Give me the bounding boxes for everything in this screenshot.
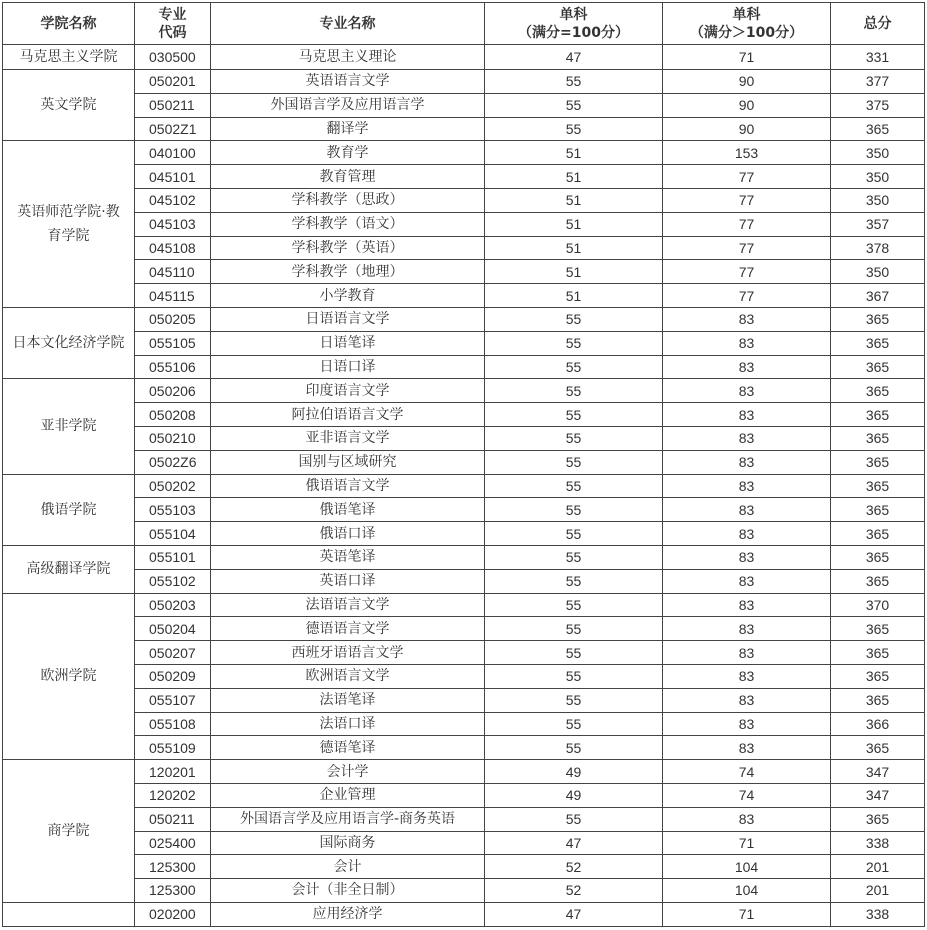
single-score-100: 49 bbox=[485, 760, 663, 784]
single-score-100: 47 bbox=[485, 45, 663, 70]
major-code: 045108 bbox=[135, 236, 211, 260]
table-row bbox=[3, 379, 925, 403]
total-score: 365 bbox=[831, 617, 925, 641]
single-score-over100: 83 bbox=[663, 474, 831, 498]
major-name: 会计学 bbox=[211, 760, 485, 784]
single-score-100: 55 bbox=[485, 355, 663, 379]
total-score: 365 bbox=[831, 403, 925, 427]
major-code: 050210 bbox=[135, 426, 211, 450]
major-name: 德语语言文学 bbox=[211, 617, 485, 641]
college-cell bbox=[3, 902, 135, 926]
major-name: 俄语口译 bbox=[211, 522, 485, 546]
major-code: 055105 bbox=[135, 331, 211, 355]
major-code: 040100 bbox=[135, 141, 211, 165]
single-score-over100: 83 bbox=[663, 426, 831, 450]
major-name: 英语口译 bbox=[211, 569, 485, 593]
major-name: 日语笔译 bbox=[211, 331, 485, 355]
single-score-over100: 77 bbox=[663, 260, 831, 284]
major-code: 0502Z1 bbox=[135, 117, 211, 141]
table-row bbox=[3, 188, 925, 212]
single-score-over100: 83 bbox=[663, 593, 831, 617]
total-score: 365 bbox=[831, 807, 925, 831]
table-row bbox=[3, 331, 925, 355]
college-name: 高级翻译学院 bbox=[26, 561, 111, 578]
single-score-over100: 77 bbox=[663, 188, 831, 212]
college-name: 商学院 bbox=[47, 823, 90, 839]
total-score: 338 bbox=[831, 831, 925, 855]
major-code: 0502Z6 bbox=[135, 450, 211, 474]
major-code: 045102 bbox=[135, 188, 211, 212]
total-score: 365 bbox=[831, 474, 925, 498]
major-name: 学科教学（思政） bbox=[211, 188, 485, 212]
single-score-over100: 83 bbox=[663, 688, 831, 712]
major-code: 055107 bbox=[135, 688, 211, 712]
major-code: 050211 bbox=[135, 93, 211, 117]
single-score-over100: 90 bbox=[663, 70, 831, 94]
major-name: 俄语语言文学 bbox=[211, 474, 485, 498]
single-score-100: 55 bbox=[485, 426, 663, 450]
total-score: 366 bbox=[831, 712, 925, 736]
total-score: 365 bbox=[831, 450, 925, 474]
single-score-over100: 83 bbox=[663, 569, 831, 593]
single-score-over100: 83 bbox=[663, 379, 831, 403]
college-cell bbox=[3, 307, 135, 378]
major-name: 德语笔译 bbox=[211, 736, 485, 760]
major-name: 俄语笔译 bbox=[211, 498, 485, 522]
major-name: 国别与区域研究 bbox=[211, 450, 485, 474]
table-row bbox=[3, 545, 925, 569]
major-name: 企业管理 bbox=[211, 783, 485, 807]
major-code: 125300 bbox=[135, 855, 211, 879]
single-score-over100: 77 bbox=[663, 165, 831, 189]
single-score-100: 55 bbox=[485, 70, 663, 94]
major-name: 印度语言文学 bbox=[211, 379, 485, 403]
total-score: 365 bbox=[831, 569, 925, 593]
major-code: 025400 bbox=[135, 831, 211, 855]
total-score: 365 bbox=[831, 688, 925, 712]
single-score-over100: 71 bbox=[663, 45, 831, 70]
table-row bbox=[3, 760, 925, 784]
major-code: 050204 bbox=[135, 617, 211, 641]
single-score-over100: 83 bbox=[663, 712, 831, 736]
college-cell bbox=[3, 379, 135, 474]
college-name: 欧洲学院 bbox=[40, 668, 97, 685]
major-name: 法语笔译 bbox=[211, 688, 485, 712]
single-score-over100: 104 bbox=[663, 855, 831, 879]
single-score-over100: 83 bbox=[663, 736, 831, 760]
single-score-over100: 83 bbox=[663, 403, 831, 427]
single-score-100: 55 bbox=[485, 117, 663, 141]
major-name: 西班牙语语言文学 bbox=[211, 641, 485, 665]
table-row bbox=[3, 855, 925, 879]
single-score-100: 55 bbox=[485, 498, 663, 522]
single-score-over100: 83 bbox=[663, 307, 831, 331]
major-name: 日语语言文学 bbox=[211, 307, 485, 331]
table-row bbox=[3, 569, 925, 593]
major-code: 050209 bbox=[135, 664, 211, 688]
single-score-over100: 74 bbox=[663, 783, 831, 807]
major-name: 应用经济学 bbox=[211, 902, 485, 926]
single-score-over100: 77 bbox=[663, 284, 831, 308]
major-name: 英语语言文学 bbox=[211, 70, 485, 94]
major-code: 050211 bbox=[135, 807, 211, 831]
major-name: 英语笔译 bbox=[211, 545, 485, 569]
single-score-100: 55 bbox=[485, 712, 663, 736]
single-score-100: 55 bbox=[485, 545, 663, 569]
total-score: 365 bbox=[831, 379, 925, 403]
college-name: 英语师范学院·教育学院 bbox=[17, 204, 120, 245]
single-score-over100: 90 bbox=[663, 117, 831, 141]
college-cell bbox=[3, 141, 135, 308]
total-score: 347 bbox=[831, 783, 925, 807]
table-row bbox=[3, 879, 925, 903]
major-code: 050206 bbox=[135, 379, 211, 403]
header-college: 学院名称 bbox=[3, 3, 135, 45]
total-score: 347 bbox=[831, 760, 925, 784]
single-score-100: 55 bbox=[485, 307, 663, 331]
major-name: 教育管理 bbox=[211, 165, 485, 189]
single-score-over100: 71 bbox=[663, 902, 831, 926]
major-code: 050202 bbox=[135, 474, 211, 498]
single-score-over100: 83 bbox=[663, 617, 831, 641]
total-score: 375 bbox=[831, 93, 925, 117]
single-score-100: 49 bbox=[485, 783, 663, 807]
single-score-100: 51 bbox=[485, 188, 663, 212]
major-code: 055101 bbox=[135, 545, 211, 569]
single-score-over100: 83 bbox=[663, 545, 831, 569]
major-name: 小学教育 bbox=[211, 284, 485, 308]
header-row bbox=[3, 3, 925, 45]
major-name: 阿拉伯语语言文学 bbox=[211, 403, 485, 427]
single-score-100: 55 bbox=[485, 331, 663, 355]
total-score: 365 bbox=[831, 522, 925, 546]
major-name: 亚非语言文学 bbox=[211, 426, 485, 450]
major-name: 法语语言文学 bbox=[211, 593, 485, 617]
single-score-over100: 83 bbox=[663, 498, 831, 522]
major-code: 045115 bbox=[135, 284, 211, 308]
single-score-over100: 83 bbox=[663, 331, 831, 355]
table-row bbox=[3, 70, 925, 94]
major-code: 050201 bbox=[135, 70, 211, 94]
table-row bbox=[3, 45, 925, 70]
major-code: 020200 bbox=[135, 902, 211, 926]
single-score-over100: 83 bbox=[663, 641, 831, 665]
single-score-100: 51 bbox=[485, 236, 663, 260]
header-single-100: 单科 （满分=100分） bbox=[485, 3, 663, 45]
total-score: 365 bbox=[831, 117, 925, 141]
header-major: 专业名称 bbox=[211, 3, 485, 45]
major-name: 教育学 bbox=[211, 141, 485, 165]
table-row bbox=[3, 641, 925, 665]
table-row bbox=[3, 688, 925, 712]
table-row bbox=[3, 664, 925, 688]
table-row bbox=[3, 117, 925, 141]
major-code: 055108 bbox=[135, 712, 211, 736]
single-score-100: 47 bbox=[485, 831, 663, 855]
total-score: 365 bbox=[831, 545, 925, 569]
table-row bbox=[3, 712, 925, 736]
college-cell bbox=[3, 593, 135, 760]
single-score-over100: 83 bbox=[663, 450, 831, 474]
major-code: 120202 bbox=[135, 783, 211, 807]
single-score-100: 55 bbox=[485, 736, 663, 760]
college-name: 亚非学院 bbox=[40, 418, 97, 435]
single-score-100: 55 bbox=[485, 450, 663, 474]
total-score: 338 bbox=[831, 902, 925, 926]
table-row bbox=[3, 426, 925, 450]
table-row bbox=[3, 212, 925, 236]
total-score: 365 bbox=[831, 664, 925, 688]
college-cell bbox=[3, 760, 135, 903]
single-score-100: 51 bbox=[485, 212, 663, 236]
college-cell bbox=[3, 474, 135, 545]
single-score-100: 47 bbox=[485, 902, 663, 926]
major-name: 国际商务 bbox=[211, 831, 485, 855]
table-row bbox=[3, 522, 925, 546]
single-score-over100: 153 bbox=[663, 141, 831, 165]
table-row bbox=[3, 93, 925, 117]
total-score: 365 bbox=[831, 307, 925, 331]
table-row bbox=[3, 260, 925, 284]
major-name: 学科教学（英语） bbox=[211, 236, 485, 260]
total-score: 365 bbox=[831, 736, 925, 760]
table-row bbox=[3, 307, 925, 331]
single-score-over100: 83 bbox=[663, 355, 831, 379]
table-row bbox=[3, 474, 925, 498]
single-score-over100: 71 bbox=[663, 831, 831, 855]
single-score-100: 55 bbox=[485, 569, 663, 593]
header-code: 专业 代码 bbox=[135, 3, 211, 45]
total-score: 350 bbox=[831, 141, 925, 165]
single-score-100: 55 bbox=[485, 522, 663, 546]
total-score: 378 bbox=[831, 236, 925, 260]
single-score-100: 55 bbox=[485, 807, 663, 831]
major-code: 125300 bbox=[135, 879, 211, 903]
table-row bbox=[3, 236, 925, 260]
major-code: 050205 bbox=[135, 307, 211, 331]
college-cell bbox=[3, 45, 135, 70]
single-score-100: 55 bbox=[485, 664, 663, 688]
total-score: 350 bbox=[831, 188, 925, 212]
single-score-over100: 104 bbox=[663, 879, 831, 903]
table-row bbox=[3, 403, 925, 427]
total-score: 331 bbox=[831, 45, 925, 70]
single-score-100: 55 bbox=[485, 93, 663, 117]
college-cell bbox=[3, 545, 135, 593]
major-name: 会计 bbox=[211, 855, 485, 879]
major-code: 050203 bbox=[135, 593, 211, 617]
total-score: 350 bbox=[831, 260, 925, 284]
major-code: 045101 bbox=[135, 165, 211, 189]
table-row bbox=[3, 783, 925, 807]
header-single-over100: 单科 （满分＞100分） bbox=[663, 3, 831, 45]
single-score-100: 55 bbox=[485, 688, 663, 712]
score-table bbox=[2, 2, 925, 927]
major-name: 外国语言学及应用语言学-商务英语 bbox=[211, 807, 485, 831]
single-score-100: 55 bbox=[485, 474, 663, 498]
major-code: 030500 bbox=[135, 45, 211, 70]
major-name: 学科教学（地理） bbox=[211, 260, 485, 284]
single-score-over100: 77 bbox=[663, 212, 831, 236]
single-score-100: 51 bbox=[485, 141, 663, 165]
table-row bbox=[3, 807, 925, 831]
total-score: 367 bbox=[831, 284, 925, 308]
major-name: 日语口译 bbox=[211, 355, 485, 379]
single-score-100: 55 bbox=[485, 379, 663, 403]
single-score-100: 52 bbox=[485, 855, 663, 879]
single-score-100: 52 bbox=[485, 879, 663, 903]
single-score-100: 51 bbox=[485, 284, 663, 308]
single-score-100: 51 bbox=[485, 260, 663, 284]
major-code: 045103 bbox=[135, 212, 211, 236]
major-name: 外国语言学及应用语言学 bbox=[211, 93, 485, 117]
major-name: 会计（非全日制） bbox=[211, 879, 485, 903]
table-row bbox=[3, 284, 925, 308]
total-score: 365 bbox=[831, 355, 925, 379]
major-code: 055104 bbox=[135, 522, 211, 546]
major-code: 055103 bbox=[135, 498, 211, 522]
major-code: 120201 bbox=[135, 760, 211, 784]
single-score-over100: 83 bbox=[663, 664, 831, 688]
table-row bbox=[3, 141, 925, 165]
single-score-over100: 83 bbox=[663, 522, 831, 546]
major-name: 马克思主义理论 bbox=[211, 45, 485, 70]
table-row bbox=[3, 498, 925, 522]
table-row bbox=[3, 165, 925, 189]
college-name: 马克思主义学院 bbox=[19, 49, 118, 65]
table-row bbox=[3, 736, 925, 760]
major-name: 学科教学（语文） bbox=[211, 212, 485, 236]
total-score: 357 bbox=[831, 212, 925, 236]
college-name: 俄语学院 bbox=[40, 501, 97, 518]
total-score: 365 bbox=[831, 426, 925, 450]
single-score-100: 55 bbox=[485, 617, 663, 641]
total-score: 201 bbox=[831, 855, 925, 879]
header-total: 总分 bbox=[831, 3, 925, 45]
total-score: 365 bbox=[831, 331, 925, 355]
table-row bbox=[3, 902, 925, 926]
major-code: 055102 bbox=[135, 569, 211, 593]
total-score: 377 bbox=[831, 70, 925, 94]
single-score-100: 55 bbox=[485, 641, 663, 665]
total-score: 201 bbox=[831, 879, 925, 903]
single-score-100: 55 bbox=[485, 593, 663, 617]
total-score: 365 bbox=[831, 498, 925, 522]
college-name: 英文学院 bbox=[40, 97, 97, 114]
major-name: 翻译学 bbox=[211, 117, 485, 141]
table-row bbox=[3, 831, 925, 855]
college-cell bbox=[3, 70, 135, 141]
major-code: 045110 bbox=[135, 260, 211, 284]
single-score-over100: 83 bbox=[663, 807, 831, 831]
major-code: 055109 bbox=[135, 736, 211, 760]
table-row bbox=[3, 617, 925, 641]
total-score: 365 bbox=[831, 641, 925, 665]
total-score: 350 bbox=[831, 165, 925, 189]
major-code: 050208 bbox=[135, 403, 211, 427]
major-code: 050207 bbox=[135, 641, 211, 665]
single-score-100: 51 bbox=[485, 165, 663, 189]
major-name: 法语口译 bbox=[211, 712, 485, 736]
total-score: 370 bbox=[831, 593, 925, 617]
table-row bbox=[3, 593, 925, 617]
single-score-100: 55 bbox=[485, 403, 663, 427]
major-code: 055106 bbox=[135, 355, 211, 379]
single-score-over100: 77 bbox=[663, 236, 831, 260]
single-score-over100: 90 bbox=[663, 93, 831, 117]
table-row bbox=[3, 450, 925, 474]
single-score-over100: 74 bbox=[663, 760, 831, 784]
major-name: 欧洲语言文学 bbox=[211, 664, 485, 688]
table-row bbox=[3, 355, 925, 379]
college-name: 日本文化经济学院 bbox=[12, 335, 125, 352]
table-body bbox=[3, 45, 925, 927]
